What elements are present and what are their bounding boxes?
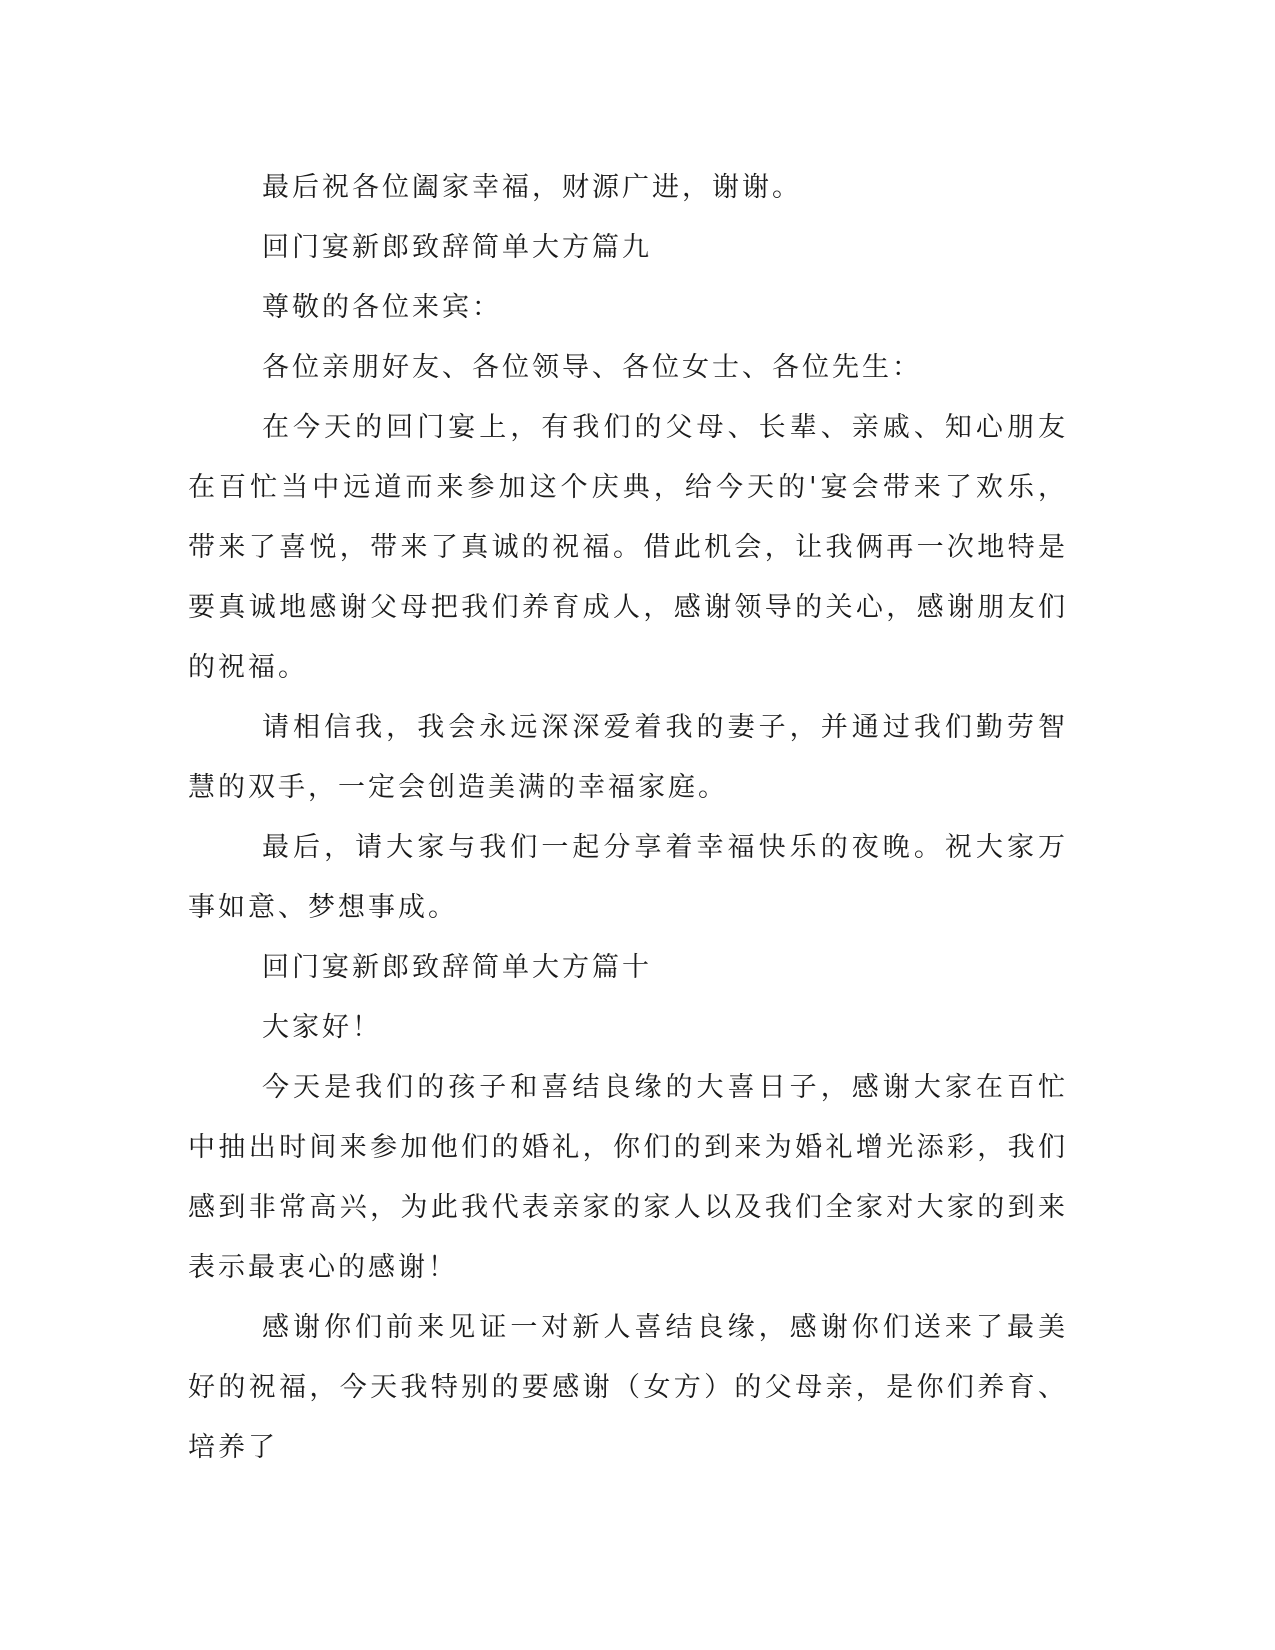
body-paragraph-parents-thanks: 感谢你们前来见证一对新人喜结良缘，感谢你们送来了最美好的祝福，今天我特别的要感谢（女方）的父母亲，是你们养育、培养了 [188,1312,1068,1463]
body-paragraph-thanks: 在今天的回门宴上，有我们的父母、长辈、亲戚、知心朋友在百忙当中远道而来参加这个庆典，给今天的'宴会带来了欢乐，带来了喜悦，带来了真诚的祝福。借此机会，让我俩再一次地特是要真诚地感谢父母把我们养育成人，感谢领导的关心，感谢朋友们的祝福。 [188,412,1068,683]
closing-wish-paragraph: 最后祝各位阖家幸福，财源广进，谢谢。 [262,172,802,203]
section-heading-nine: 回门宴新郎致辞简单大方篇九 [262,232,652,263]
document-body [188,158,1068,1478]
body-paragraph-wedding-thanks: 今天是我们的孩子和喜结良缘的大喜日子，感谢大家在百忙中抽出时间来参加他们的婚礼，你们的到来为婚礼增光添彩，我们感到非常高兴，为此我代表亲家的家人以及我们全家对大家的到来表示最衷心的感谢！ [188,1072,1068,1283]
body-paragraph-closing: 最后，请大家与我们一起分享着幸福快乐的夜晚。祝大家万事如意、梦想事成。 [188,832,1068,923]
section-heading-ten: 回门宴新郎致辞简单大方篇十 [262,952,652,983]
greeting-paragraph: 大家好！ [262,1012,382,1043]
salutation-guests: 尊敬的各位来宾： [262,292,502,323]
body-paragraph-promise: 请相信我，我会永远深深爱着我的妻子，并通过我们勤劳智慧的双手，一定会创造美满的幸福家庭。 [188,712,1068,803]
salutation-friends-leaders: 各位亲朋好友、各位领导、各位女士、各位先生： [262,352,922,383]
